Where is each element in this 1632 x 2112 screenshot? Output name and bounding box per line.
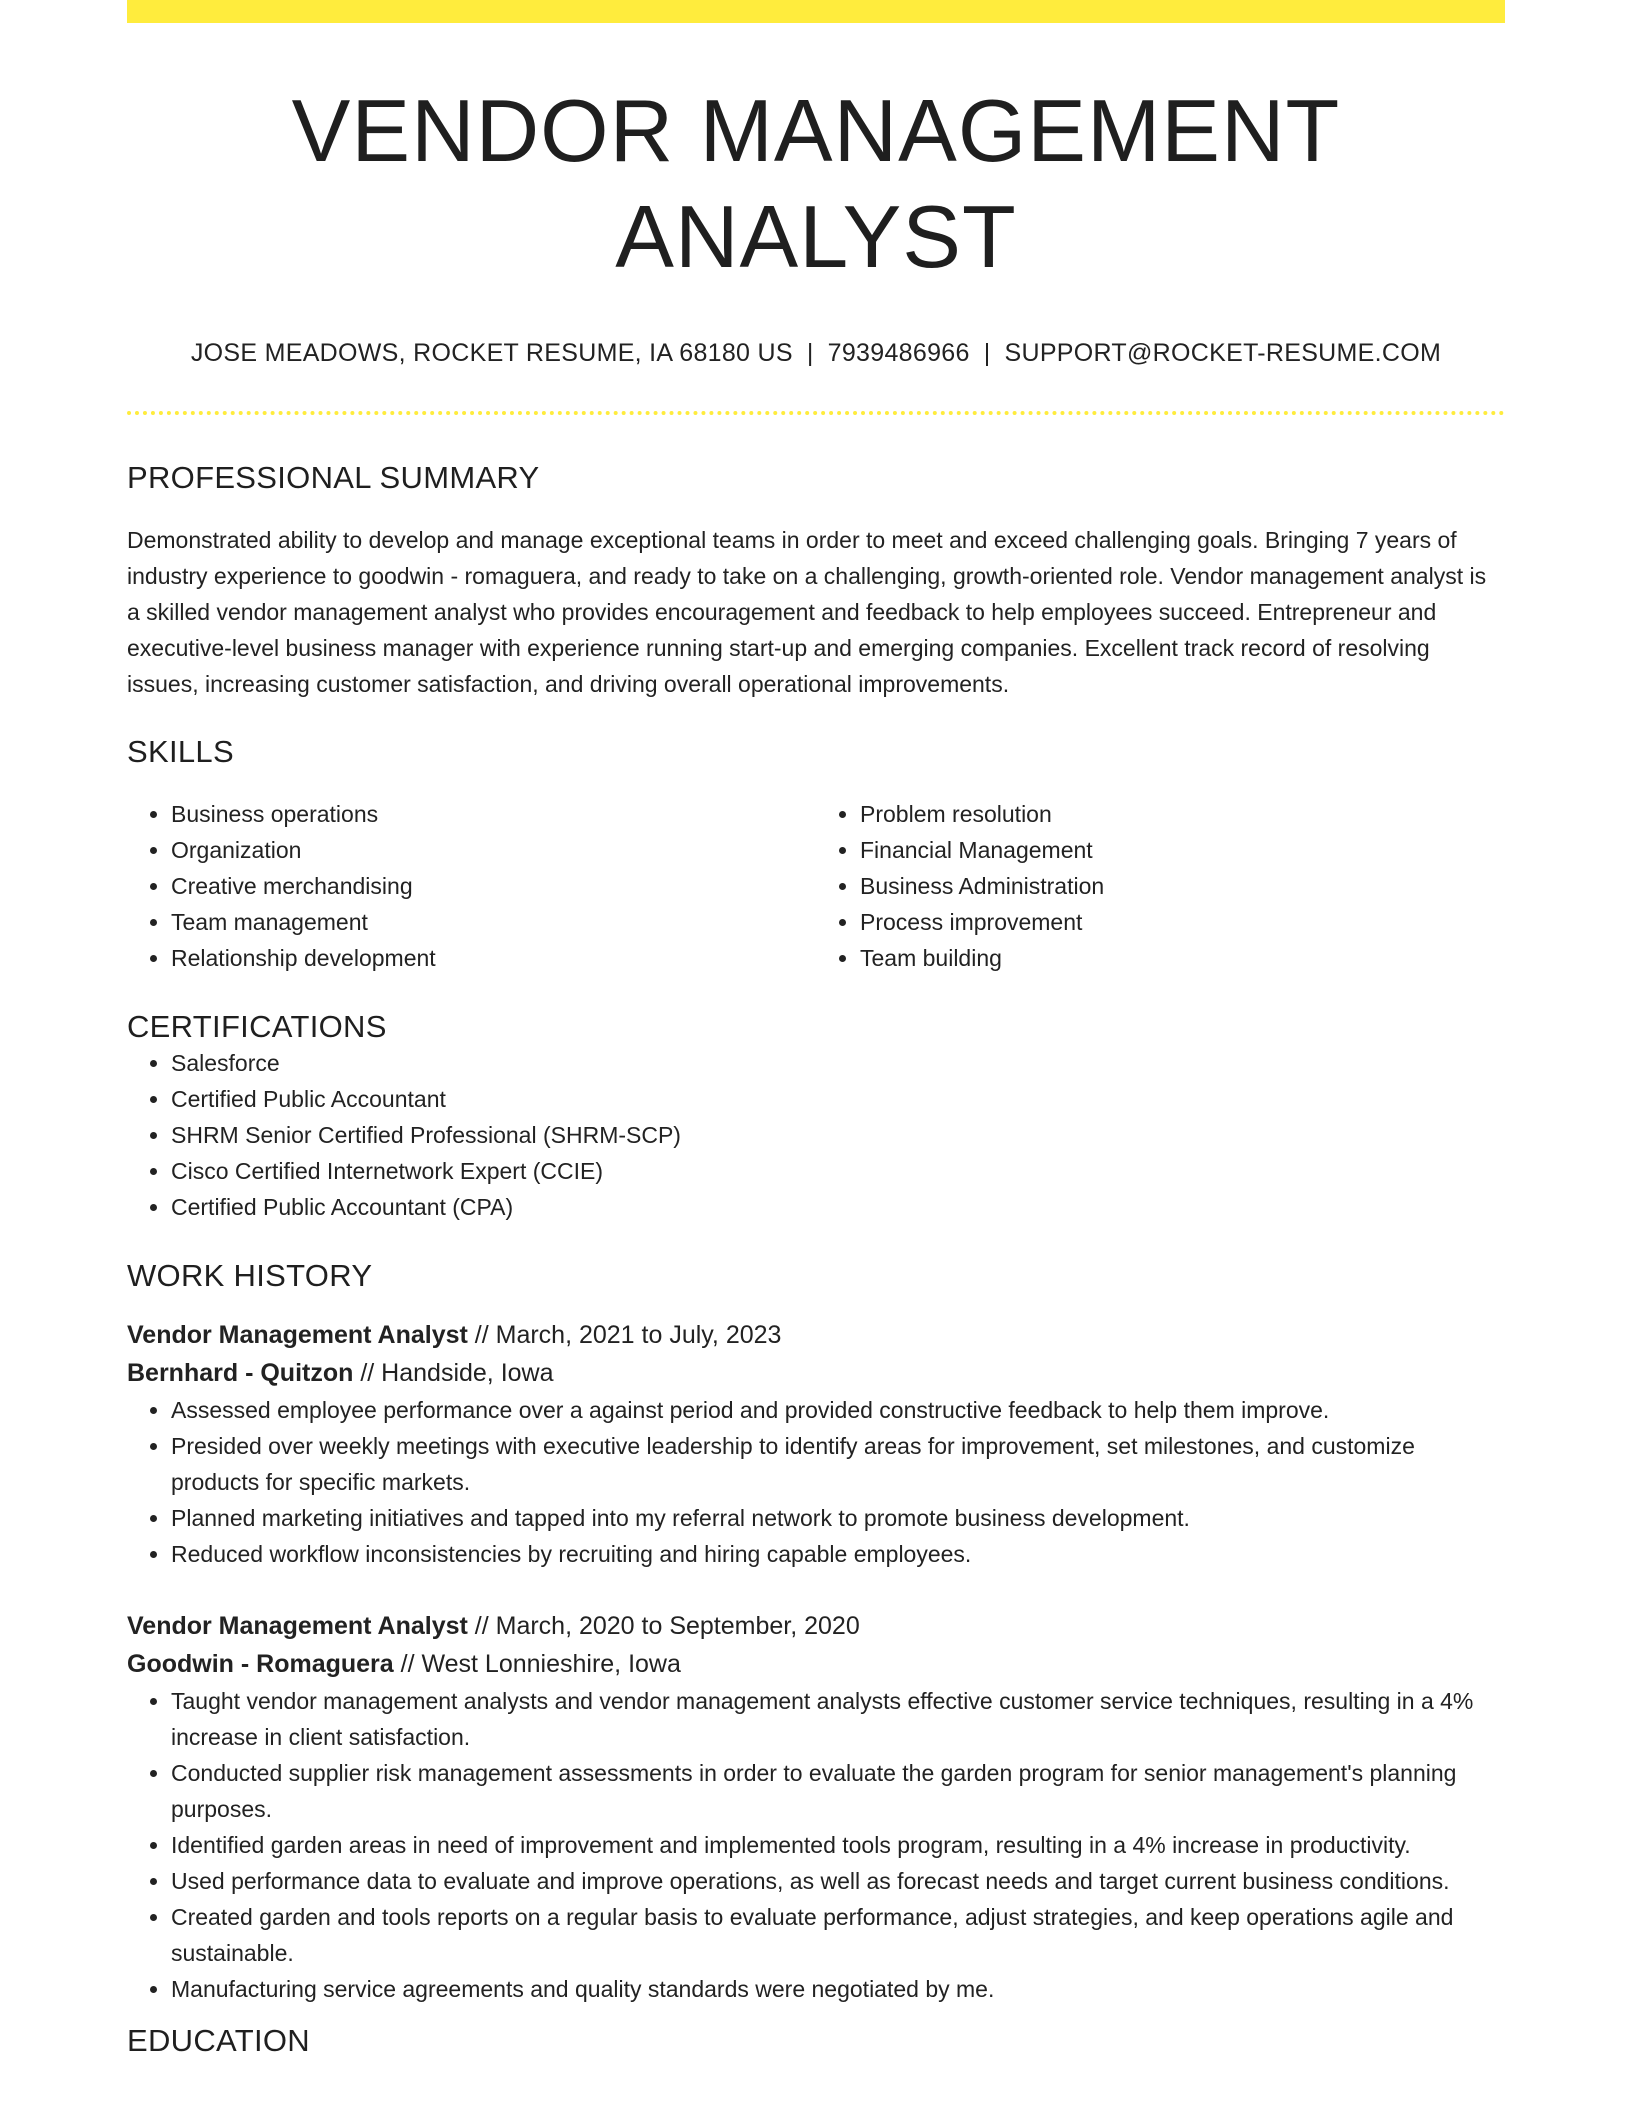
resume-title: VENDOR MANAGEMENT ANALYST [291,81,1341,286]
certification-item: • Certified Public Accountant (CPA) [171,1189,1505,1225]
skill-item: • Team management [171,904,816,940]
job-bullet: • Manufacturing service agreements and quality standards were negotiated by me. [171,1971,1505,2007]
job-entry [127,1316,1505,1572]
skill-item: • Organization [171,832,816,868]
contact-phone: 7939486966 [827,339,970,368]
job-spacer [127,1572,1505,1607]
job-bullet: • Conducted supplier risk management assessments in order to evaluate the garden program for senior management's planning purposes. [171,1755,1505,1827]
skill-item: • Relationship development [171,940,816,976]
job-title: Vendor Management Analyst [127,1612,468,1641]
contact-line [127,339,1505,368]
job-bullet: • Assessed employee performance over a against period and provided constructive feedback to help them improve. [171,1392,1505,1428]
skill-item: • Business operations [171,796,816,832]
section-heading-summary: PROFESSIONAL SUMMARY [127,460,540,496]
section-heading-education: EDUCATION [127,2023,310,2059]
certification-item: • Salesforce [171,1045,1505,1081]
accent-top-bar [127,0,1505,23]
resume-page [127,0,1505,2059]
job-bullet: • Used performance data to evaluate and improve operations, as well as forecast needs and target current business conditions. [171,1863,1505,1899]
skills-list-left [127,796,816,976]
job-bullet: • Taught vendor management analysts and vendor management analysts effective customer service techniques, resulting in a 4% increase in client satisfaction. [171,1683,1505,1755]
section-heading-certifications: CERTIFICATIONS [127,1009,387,1045]
job-bullet: • Presided over weekly meetings with executive leadership to identify areas for improvement, set milestones, and customize products for specific markets. [171,1428,1505,1500]
skill-item: • Creative merchandising [171,868,816,904]
contact-email: SUPPORT@ROCKET-RESUME.COM [1004,339,1442,368]
skills-column-right [816,796,1505,976]
skills-grid [127,796,1505,976]
certification-item: • Certified Public Accountant [171,1081,1505,1117]
skill-item: • Business Administration [860,868,1505,904]
job-dates: // March, 2020 to September, 2020 [474,1612,860,1641]
skills-list-right [816,796,1505,976]
job-entry [127,1607,1505,2007]
job-bullet: • Planned marketing initiatives and tapped into my referral network to promote business development. [171,1500,1505,1536]
contact-separator: | [983,339,991,368]
job-location: // West Lonnieshire, Iowa [400,1650,681,1679]
section-heading-skills: SKILLS [127,734,234,770]
summary-text: Demonstrated ability to develop and manage exceptional teams in order to meet and exceed challenging goals. Bringing 7 years of industry experience to goodwin - romaguera, and ready to take on a challenging, growth-oriented role. Vendor management analyst is a skilled vendor management analyst who provides encouragement and feedback to help employees succeed. Entrepreneur and executive-level business manager with experience running start-up and emerging companies. Excellent track record of resolving issues, increasing customer satisfaction, and driving overall operational improvements. [127,527,1487,698]
section-heading-work-history: WORK HISTORY [127,1258,373,1294]
certification-item: • Cisco Certified Internetwork Expert (CCIE) [171,1153,1505,1189]
job-location: // Handside, Iowa [360,1359,554,1388]
job-title-line [127,1316,1505,1354]
job-company: Goodwin - Romaguera [127,1650,394,1679]
skill-item: • Process improvement [860,904,1505,940]
job-company: Bernhard - Quitzon [127,1359,354,1388]
job-bullets [127,1683,1505,2007]
skills-column-left [127,796,816,976]
job-company-line [127,1354,1505,1392]
job-title: Vendor Management Analyst [127,1321,468,1350]
job-bullet: • Created garden and tools reports on a regular basis to evaluate performance, adjust strategies, and keep operations agile and sustainable. [171,1899,1505,1971]
contact-separator: | [806,339,814,368]
skill-item: • Financial Management [860,832,1505,868]
job-title-line [127,1607,1505,1645]
job-bullet: • Reduced workflow inconsistencies by recruiting and hiring capable employees. [171,1536,1505,1572]
skill-item: • Team building [860,940,1505,976]
certification-item: • SHRM Senior Certified Professional (SHRM-SCP) [171,1117,1505,1153]
contact-address: JOSE MEADOWS, ROCKET RESUME, IA 68180 US [190,339,793,368]
job-dates: // March, 2021 to July, 2023 [474,1321,782,1350]
dotted-divider [127,411,1505,415]
certifications-list [127,1045,1505,1225]
job-bullet: • Identified garden areas in need of improvement and implemented tools program, resulting in a 4% increase in productivity. [171,1827,1505,1863]
skill-item: • Problem resolution [860,796,1505,832]
job-bullets [127,1392,1505,1572]
job-company-line [127,1645,1505,1683]
